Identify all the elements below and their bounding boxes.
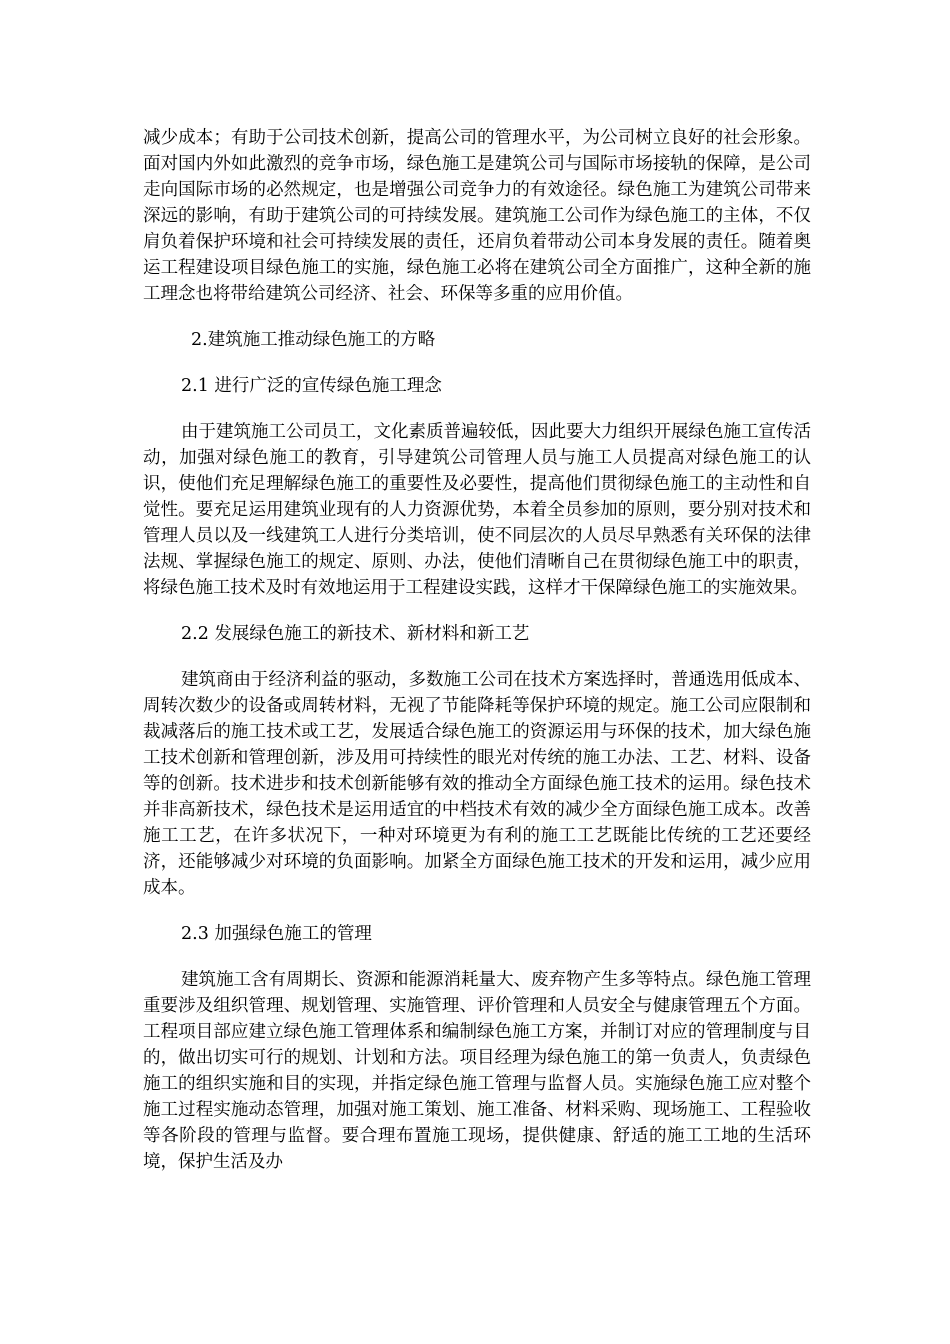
spacer <box>143 947 811 967</box>
spacer <box>143 901 811 921</box>
subsection-heading-2-1: 2.1 进行广泛的宣传绿色施工理念 <box>181 376 442 396</box>
section-heading: 2.建筑施工推动绿色施工的方略 <box>191 330 436 350</box>
spacer <box>143 647 811 667</box>
intro-paragraph: 减少成本；有助于公司技术创新，提高公司的管理水平，为公司树立良好的社会形象。面对国内外如此激烈的竞争市场，绿色施工是建筑公司与国际市场接轨的保障，是公司走向国际市场的必然规定，也是增强公司竞争力的有效途径。绿色施工为建筑公司带来深远的影响，有助于建筑公司的可持续发展。建筑施工公司作为绿色施工的主体，不仅肩负着保护环境和社会可持续发展的责任，还肩负着带动公司本身发展的责任。随着奥运工程建设项目绿色施工的实施，绿色施工必将在建筑公司全方面推广，这种全新的施工理念也将带给建筑公司经济、社会、环保等多重的应用价值。 <box>143 128 811 304</box>
subsection-body-2-2: 建筑商由于经济利益的驱动，多数施工公司在技术方案选择时，普通选用低成本、周转次数少的设备或周转材料，无视了节能降耗等保护环境的规定。施工公司应限制和裁减落后的施工技术或工艺，发展适合绿色施工的资源运用与环保的技术，加大绿色施工技术创新和管理创新，涉及用可持续性的眼光对传统的施工办法、工艺、材料、设备等的创新。技术进步和技术创新能够有效的推动全方面绿色施工技术的运用。绿色技术并非高新技术，绿色技术是运用适宜的中档技术有效的减少全方面绿色施工成本。改善施工工艺，在许多状况下，一种对环境更为有利的施工工艺既能比传统的工艺还要经济，还能够减少对环境的负面影响。加紧全方面绿色施工技术的开发和运用，减少应用成本。 <box>143 670 811 898</box>
document-body <box>143 125 811 1175</box>
spacer <box>143 601 811 621</box>
spacer <box>143 353 811 373</box>
subsection-heading-2-3: 2.3 加强绿色施工的管理 <box>181 924 372 944</box>
subsection-body-2-3: 建筑施工含有周期长、资源和能源消耗量大、废弃物产生多等特点。绿色施工管理重要涉及组织管理、规划管理、实施管理、评价管理和人员安全与健康管理五个方面。工程项目部应建立绿色施工管理体系和编制绿色施工方案，并制订对应的管理制度与目的，做出切实可行的规划、计划和方法。项目经理为绿色施工的第一负责人，负责绿色施工的组织实施和目的实现，并指定绿色施工管理与监督人员。实施绿色施工应对整个施工过程实施动态管理，加强对施工策划、施工准备、材料采购、现场施工、工程验收等各阶段的管理与监督。要合理布置施工现场，提供健康、舒适的施工工地的生活环境，保护生活及办 <box>143 970 811 1172</box>
subsection-body-2-1: 由于建筑施工公司员工，文化素质普遍较低，因此要大力组织开展绿色施工宣传活动，加强对绿色施工的教育，引导建筑公司管理人员与施工人员提高对绿色施工的认识，使他们充足理解绿色施工的重要性及必要性，提高他们贯彻绿色施工的主动性和自觉性。要充足运用建筑业现有的人力资源优势，本着全员参加的原则，要分别对技术和管理人员以及一线建筑工人进行分类培训，使不同层次的人员尽早熟悉有关环保的法律法规、掌握绿色施工的规定、原则、办法，使他们清晰自己在贯彻绿色施工中的职责，将绿色施工技术及时有效地运用于工程建设实践，这样才干保障绿色施工的实施效果。 <box>143 422 811 598</box>
spacer <box>143 307 811 327</box>
spacer <box>143 399 811 419</box>
subsection-heading-2-2: 2.2 发展绿色施工的新技术、新材料和新工艺 <box>181 624 530 644</box>
